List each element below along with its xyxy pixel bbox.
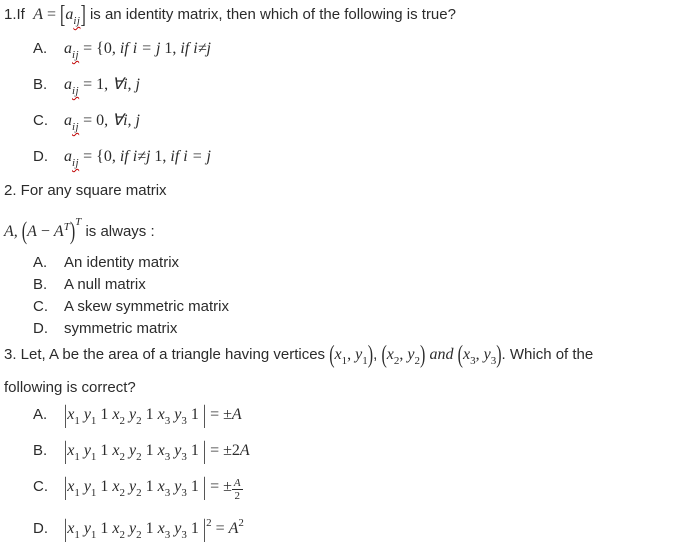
option-label: C. [33, 478, 48, 495]
option-row [4, 296, 693, 318]
option-row [4, 436, 693, 472]
option-row [4, 70, 693, 106]
question-stem-line [4, 2, 693, 34]
fraction-denominator: 2 [234, 490, 240, 502]
math-segment: = 1, [79, 76, 113, 93]
math-segment: ∀i, j [112, 76, 140, 93]
math-segment: y [129, 478, 137, 495]
subscript-segment: 2 [414, 355, 420, 367]
math-segment: if i = j [170, 148, 211, 165]
math-segment: = ±2 [206, 442, 240, 459]
option-row [4, 472, 693, 508]
math-segment: = [42, 6, 60, 23]
question-stem-line [4, 376, 693, 400]
math-segment: x [334, 346, 342, 363]
question-stem-line [4, 178, 693, 204]
subscript-segment: 1 [90, 529, 97, 541]
option-label: A. [33, 406, 48, 423]
text-segment: , [373, 346, 382, 363]
subscript-segment: 3 [164, 415, 171, 427]
math-segment: x [67, 520, 75, 537]
math-segment: x [112, 406, 120, 423]
math-segment: , [399, 346, 408, 363]
math-segment: A [53, 223, 64, 240]
subscript-segment: 3 [470, 355, 476, 367]
subscript-misspelled-segment: ij [72, 49, 80, 61]
math-segment: = {0, [79, 40, 120, 57]
math-segment: 1 [186, 442, 203, 459]
math-segment: , [347, 346, 356, 363]
math-segment: and [429, 346, 454, 363]
math-segment: 1, [150, 148, 171, 165]
option-row [4, 142, 693, 178]
math-segment: 1 [141, 406, 158, 423]
text-segment: . Which of the [501, 346, 594, 363]
math-segment: 1 [186, 520, 203, 537]
math-segment: y [174, 442, 182, 459]
delimiter-segment: | [202, 474, 207, 501]
delimiter-segment: ) [419, 342, 426, 369]
delimiter-segment: [ [60, 2, 66, 29]
subscript-segment: 1 [90, 487, 97, 499]
math-segment: a [64, 112, 72, 129]
delimiter-segment: | [64, 516, 68, 543]
subscript-segment: 3 [490, 355, 497, 367]
delimiter-segment: | [64, 474, 68, 501]
option-row [4, 252, 693, 274]
text-segment: A skew symmetric matrix [64, 298, 230, 315]
option-row [4, 106, 693, 142]
math-segment: a [64, 40, 72, 57]
subscript-misspelled-segment: ij [72, 85, 80, 97]
subscript-segment: 1 [74, 451, 80, 463]
math-segment: 1 [96, 442, 113, 459]
delimiter-segment: ) [69, 219, 76, 246]
subscript-segment: 1 [90, 415, 97, 427]
math-segment: y [83, 520, 91, 537]
option-row [4, 318, 693, 340]
text-segment: 3. Let, A be the area of a triangle having vertices [4, 346, 330, 363]
fraction-segment [232, 477, 243, 502]
math-segment: if i = j [119, 40, 161, 57]
math-segment: 1, [160, 40, 181, 57]
math-segment: y [83, 478, 91, 495]
math-segment: A [231, 406, 242, 423]
option-label: A. [33, 254, 48, 271]
delimiter-segment: | [202, 516, 207, 543]
subscript-segment: 2 [119, 529, 126, 541]
delimiter-segment: | [202, 402, 207, 429]
subscript-segment: 3 [181, 451, 187, 463]
math-segment: 1 [186, 406, 203, 423]
subscript-segment: 3 [181, 487, 187, 499]
math-segment: a [64, 148, 72, 165]
question-stem-line [4, 204, 693, 252]
subscript-segment: 3 [181, 529, 187, 541]
math-segment: A [228, 520, 239, 537]
math-segment: x [157, 406, 165, 423]
subscript-segment: 1 [74, 529, 80, 541]
question-stem-line [4, 340, 693, 376]
superscript-segment: T [75, 216, 82, 228]
math-segment: if i≠j [119, 148, 151, 165]
subscript-misspelled-segment: ij [73, 15, 81, 27]
delimiter-segment: ] [80, 2, 86, 29]
math-segment: A [27, 223, 37, 240]
math-segment: y [174, 406, 182, 423]
math-segment: x [67, 406, 75, 423]
math-segment: = ± [206, 406, 232, 423]
math-segment: a [65, 6, 74, 23]
math-segment: x [157, 478, 165, 495]
subscript-segment: 1 [74, 487, 80, 499]
text-segment: A null matrix [64, 276, 146, 293]
math-segment: y [129, 520, 137, 537]
math-segment: 1 [96, 478, 113, 495]
option-row [4, 400, 693, 436]
subscript-segment: 2 [136, 487, 142, 499]
math-segment: = 0, [79, 112, 113, 129]
option-label: C. [33, 298, 48, 315]
math-segment: 1 [141, 520, 158, 537]
math-segment: x [112, 520, 120, 537]
math-segment: x [462, 346, 471, 363]
subscript-segment: 1 [341, 355, 348, 367]
subscript-segment: 2 [136, 529, 142, 541]
subscript-segment: 1 [362, 355, 368, 367]
question-3 [4, 340, 693, 550]
text-segment: symmetric matrix [64, 320, 178, 337]
option-label: D. [33, 520, 48, 537]
text-segment: An identity matrix [64, 254, 180, 271]
subscript-misspelled-segment: ij [72, 157, 80, 169]
math-segment: x [386, 346, 394, 363]
math-segment: y [483, 346, 491, 363]
delimiter-segment: | [202, 438, 207, 465]
delimiter-segment: ( [381, 342, 387, 369]
option-label: B. [33, 276, 48, 293]
math-segment: 1 [96, 406, 113, 423]
math-segment: y [129, 442, 137, 459]
math-segment: A [33, 6, 43, 23]
math-segment: = {0, [79, 148, 120, 165]
question-2 [4, 178, 693, 340]
text-segment: 2. For any square matrix [4, 182, 167, 199]
delimiter-segment: ( [21, 219, 28, 246]
subscript-segment: 1 [74, 415, 80, 427]
subscript-segment: 3 [164, 451, 171, 463]
subscript-segment: 2 [119, 415, 126, 427]
math-segment: y [355, 346, 363, 363]
delimiter-segment: ) [496, 342, 502, 369]
option-label: D. [33, 148, 48, 165]
math-segment: ∀i, j [112, 112, 140, 129]
text-segment: is an identity matrix, then which of the following is true? [85, 6, 456, 23]
delimiter-segment: | [64, 438, 68, 465]
option-label: B. [33, 76, 48, 93]
subscript-misspelled-segment: ij [72, 121, 80, 133]
math-segment: 1 [141, 478, 158, 495]
subscript-segment: 1 [90, 451, 97, 463]
subscript-segment: 2 [136, 415, 142, 427]
subscript-segment: 3 [164, 529, 171, 541]
math-segment: y [407, 346, 415, 363]
delimiter-segment: ) [367, 342, 374, 369]
superscript-segment: T [63, 221, 70, 233]
question-1 [4, 2, 693, 178]
math-segment: = ± [206, 478, 232, 495]
subscript-segment: 2 [136, 451, 142, 463]
math-segment: y [129, 406, 137, 423]
math-segment: A, [4, 223, 18, 240]
math-segment: x [112, 478, 120, 495]
math-segment: A [239, 442, 250, 459]
superscript-segment: 2 [206, 517, 212, 529]
option-row [4, 274, 693, 296]
math-segment: y [174, 520, 182, 537]
math-segment: 1 [186, 478, 203, 495]
math-segment: = [211, 520, 229, 537]
math-segment: x [112, 442, 120, 459]
delimiter-segment: ( [329, 342, 335, 369]
math-segment: − [36, 223, 54, 240]
math-segment: 1 [96, 520, 113, 537]
subscript-segment: 2 [119, 451, 126, 463]
option-label: C. [33, 112, 48, 129]
option-label: D. [33, 320, 48, 337]
option-row [4, 508, 693, 550]
delimiter-segment: | [64, 402, 68, 429]
math-segment: y [83, 442, 91, 459]
superscript-segment: 2 [238, 517, 244, 529]
math-segment: x [157, 442, 165, 459]
math-segment: x [67, 442, 75, 459]
math-segment: x [67, 478, 75, 495]
text-segment: 1.If [4, 6, 34, 23]
subscript-segment: 3 [164, 487, 171, 499]
subscript-segment: 3 [181, 415, 187, 427]
math-segment: x [157, 520, 165, 537]
subscript-segment: 2 [393, 355, 400, 367]
math-segment: y [83, 406, 91, 423]
math-segment: 1 [141, 442, 158, 459]
delimiter-segment: ( [457, 342, 463, 369]
math-segment: y [174, 478, 182, 495]
math-segment: a [64, 76, 72, 93]
option-row [4, 34, 693, 70]
math-segment: , [475, 346, 484, 363]
option-label: B. [33, 442, 48, 459]
text-segment: following is correct? [4, 379, 136, 396]
text-segment: is always : [81, 223, 155, 240]
subscript-segment: 2 [119, 487, 126, 499]
math-segment: if i≠j [180, 40, 211, 57]
option-label: A. [33, 40, 48, 57]
fraction-numerator: A [233, 476, 241, 489]
